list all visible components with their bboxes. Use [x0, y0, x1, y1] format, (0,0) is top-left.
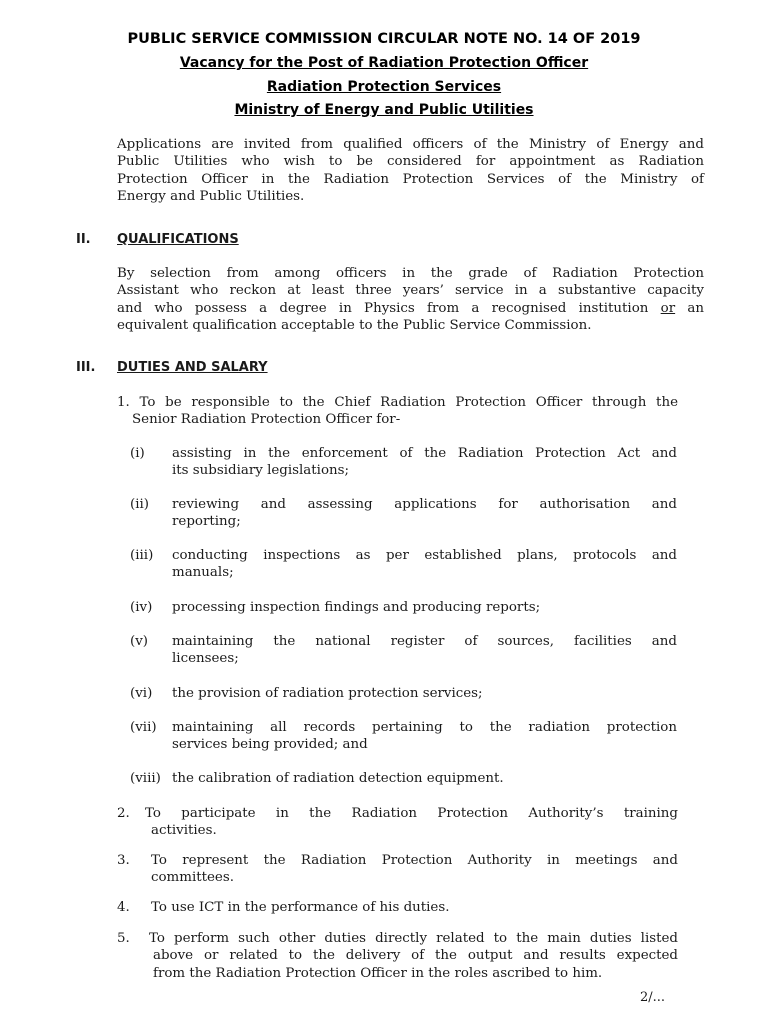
duty-text [151, 899, 678, 916]
intro-line: Protection Officer in the Radiation Protection Services of the Ministry of [117, 171, 704, 187]
duty-line: from the Radiation Protection Officer in the roles ascribed to him. [153, 965, 603, 981]
subitem-line: services being provided; and [172, 737, 368, 753]
qualifications-line [117, 300, 704, 317]
duty-number: 3. [117, 853, 130, 868]
subitem-text [172, 599, 677, 616]
duty-item-1 [117, 394, 678, 429]
duty-line: activities. [151, 823, 217, 839]
intro-paragraph [117, 136, 704, 206]
duty-line: To participate in the Radiation Protection Authority’s training [145, 806, 678, 821]
section-number-iii: III. [76, 360, 96, 375]
page-continuation-marker: 2/... [640, 990, 666, 1005]
qualifications-line: Assistant who reckon at least three years’ service in a substantive capacity [117, 283, 704, 299]
subitem-text [172, 685, 677, 702]
duty-line: committees. [151, 870, 234, 886]
service-title: Radiation Protection Services [266, 79, 502, 95]
duty-text [149, 930, 678, 982]
subitem-number: (vi) [130, 686, 153, 701]
subitem-line: maintaining the national register of sources, facilities and [172, 634, 677, 649]
duty-number: 4. [117, 900, 130, 915]
subitem-line: the provision of radiation protection services; [172, 686, 483, 701]
duty-line: To use ICT in the performance of his duties. [151, 900, 450, 915]
duty-line: To represent the Radiation Protection Authority in meetings and [151, 853, 678, 868]
intro-line: Public Utilities who wish to be considered for appointment as Radiation [117, 154, 704, 170]
intro-line: Energy and Public Utilities. [117, 189, 305, 205]
duty-line: To perform such other duties directly related to the main duties listed [149, 931, 678, 946]
duty-text [145, 805, 678, 840]
subitem-text [172, 547, 677, 582]
subitem-number: (iv) [130, 600, 153, 615]
underlined-or: or [660, 300, 676, 316]
subitem-number: (iii) [130, 548, 154, 563]
duty-line: above or related to the delivery of the output and results expected [153, 948, 678, 964]
qualifications-text: and who possess a degree in Physics from a recognised institution [117, 300, 649, 316]
subitem-number: (i) [130, 446, 145, 461]
subitem-text [172, 445, 677, 480]
qualifications-text: an [687, 300, 704, 316]
section-title-qualifications: QUALIFICATIONS [117, 232, 239, 247]
subitem-text [172, 633, 677, 668]
duty-line: 1. To be responsible to the Chief Radiation Protection Officer through the [117, 395, 678, 410]
duty-number: 5. [117, 931, 130, 946]
subitem-line: conducting inspections as per established plans, protocols and [172, 548, 677, 563]
subitem-line: reviewing and assessing applications for authorisation and [172, 497, 677, 512]
section-title-duties: DUTIES AND SALARY [117, 360, 268, 375]
duty-text [151, 852, 678, 887]
subitem-number: (v) [130, 634, 149, 649]
subitem-line: its subsidiary legislations; [172, 463, 350, 479]
subitem-line: assisting in the enforcement of the Radiation Protection Act and [172, 446, 677, 461]
duty-number: 2. [117, 806, 130, 821]
circular-title: PUBLIC SERVICE COMMISSION CIRCULAR NOTE NO. 14 OF 2019 [127, 31, 641, 47]
subitem-text [172, 770, 677, 787]
subitem-line: processing inspection findings and producing reports; [172, 600, 541, 615]
qualifications-paragraph [117, 265, 704, 335]
subitem-line: the calibration of radiation detection equipment. [172, 771, 504, 786]
subitem-number: (viii) [130, 771, 161, 786]
vacancy-title: Vacancy for the Post of Radiation Protection Officer [179, 55, 589, 71]
subitem-number: (vii) [130, 720, 157, 735]
subitem-line: maintaining all records pertaining to the radiation protection [172, 720, 677, 735]
subitem-line: reporting; [172, 514, 241, 530]
qualifications-line: By selection from among officers in the grade of Radiation Protection [117, 266, 704, 281]
intro-line: Applications are invited from qualified officers of the Ministry of Energy and [117, 137, 704, 152]
duty-line: Senior Radiation Protection Officer for- [132, 412, 401, 428]
subitem-text [172, 719, 677, 754]
qualifications-line: equivalent qualification acceptable to the Public Service Commission. [117, 318, 592, 334]
subitem-number: (ii) [130, 497, 150, 512]
ministry-title: Ministry of Energy and Public Utilities [234, 102, 534, 118]
section-number-ii: II. [76, 232, 91, 247]
subitem-line: licensees; [172, 651, 239, 667]
subitem-line: manuals; [172, 565, 234, 581]
subitem-text [172, 496, 677, 531]
